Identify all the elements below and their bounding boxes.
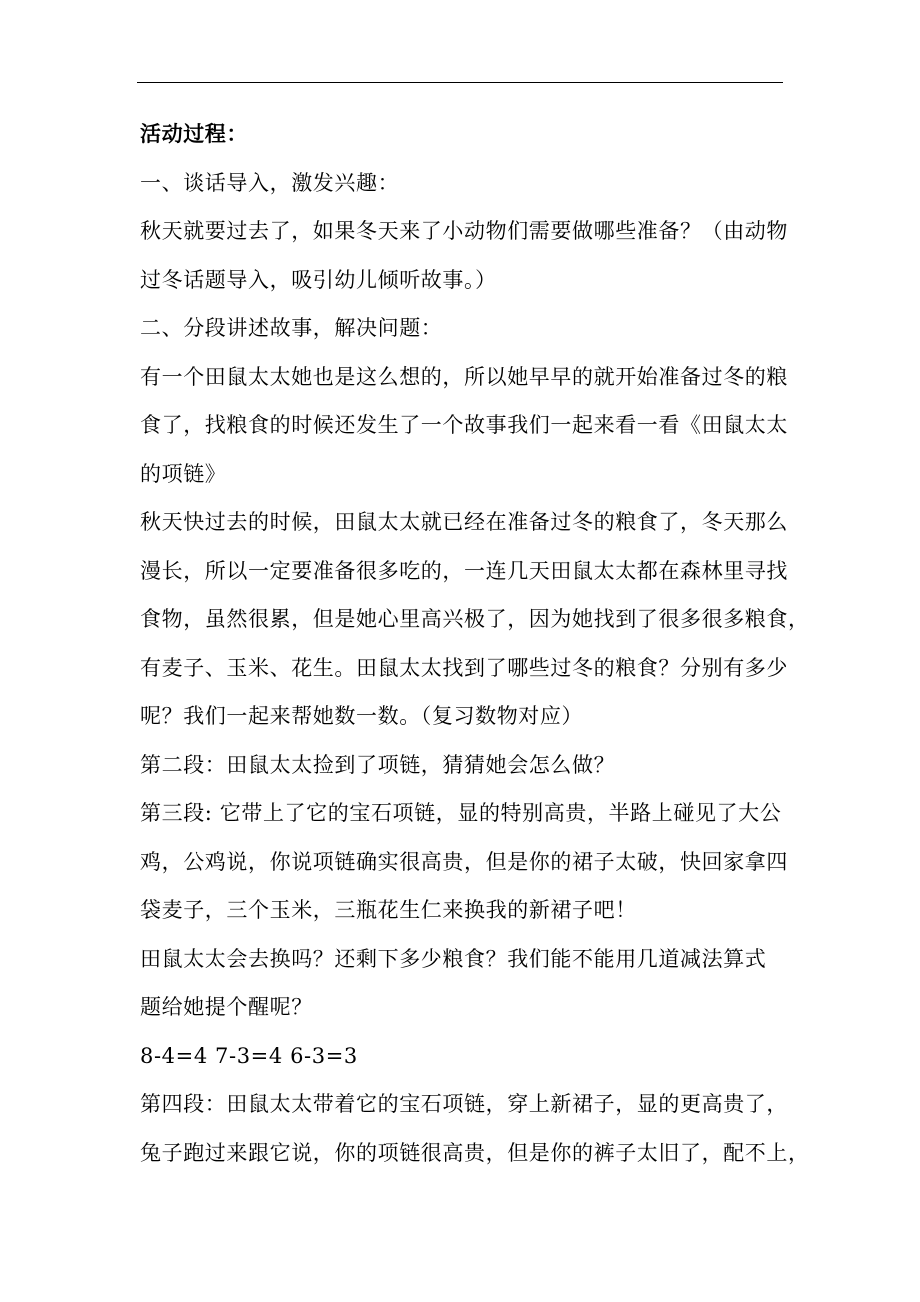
- text-line: 有麦子、玉米、花生。田鼠太太找到了哪些过冬的粮食？分别有多少: [140, 655, 788, 680]
- text-line: 漫长，所以一定要准备很多吃的，一连几天田鼠太太都在森林里寻找: [140, 558, 788, 583]
- text-line: 有一个田鼠太太她也是这么想的，所以她早早的就开始准备过冬的粮: [140, 364, 788, 389]
- text-line: 二、分段讲述故事，解决问题：: [140, 316, 443, 340]
- document-body: [140, 119, 810, 1186]
- text-line: 题给她提个醒呢？: [140, 995, 313, 1019]
- text-line: 第三段: 它带上了它的宝石项链，显的特别高贵，半路上碰见了大公: [140, 801, 782, 825]
- text-line: 第四段：田鼠太太带着它的宝石项链，穿上新裙子，显的更高贵了，: [140, 1092, 788, 1116]
- text-line: 第二段：田鼠太太捡到了项链，猜猜她会怎么做？: [140, 752, 616, 777]
- text-line: 秋天快过去的时候，田鼠太太就已经在准备过冬的粮食了，冬天那么: [140, 510, 788, 534]
- header-rule: [137, 82, 783, 83]
- text-line: 过冬话题导入，吸引幼儿倾听故事。）: [140, 267, 497, 292]
- text-line: 田鼠太太会去换吗？还剩下多少粮食？我们能不能用几道减法算式: [140, 946, 767, 971]
- text-line: 的项链》: [140, 461, 227, 486]
- text-line: 呢？我们一起来帮她数一数。（复习数物对应）: [140, 704, 584, 728]
- text-line: 兔子跑过来跟它说，你的项链很高贵，但是你的裤子太旧了，配不上，: [140, 1140, 810, 1165]
- text-line: 袋麦子，三个玉米，三瓶花生仁来换我的新裙子吧！: [140, 898, 637, 922]
- section-heading: 活动过程：: [140, 121, 248, 146]
- text-line: 鸡，公鸡说，你说项链确实很高贵，但是你的裙子太破，快回家拿四: [140, 849, 788, 874]
- text-line: 秋天就要过去了，如果冬天来了小动物们需要做哪些准备？（由动物: [140, 219, 788, 243]
- text-line: 食了，找粮食的时候还发生了一个故事我们一起来看一看《田鼠太太: [140, 413, 788, 437]
- math-equations-line: 8-4=4 7-3=4 6-3=3: [140, 1043, 358, 1068]
- text-line: 一、谈话导入，激发兴趣：: [140, 170, 400, 195]
- text-line: 食物，虽然很累，但是她心里高兴极了，因为她找到了很多很多粮食，: [140, 607, 810, 631]
